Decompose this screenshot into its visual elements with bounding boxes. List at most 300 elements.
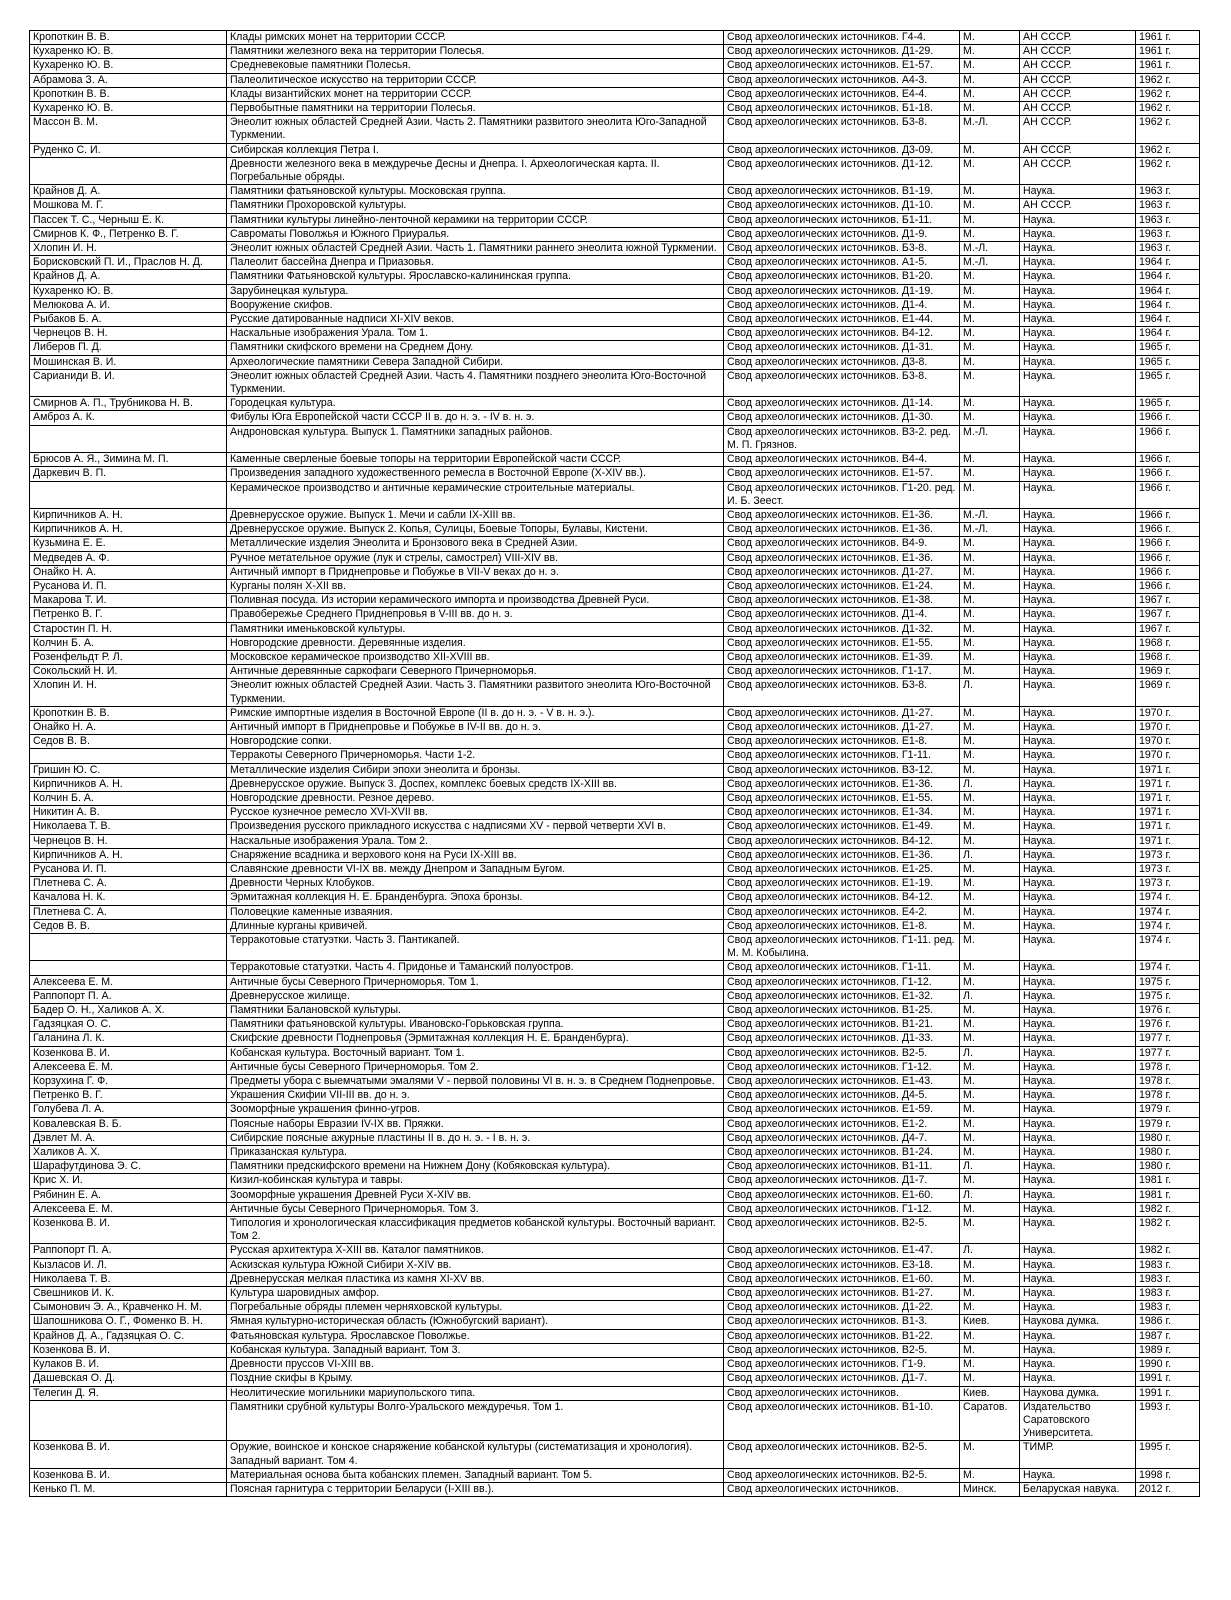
city-cell: М. [960,579,1020,593]
series-cell: Свод археологических источников. Е1-24. [724,579,960,593]
author-cell: Ковалевская В. Б. [30,1117,227,1131]
city-cell: М. [960,327,1020,341]
series-cell: Свод археологических источников. Е1-36. [724,508,960,522]
year-cell: 1982 г. [1136,1202,1200,1216]
series-cell: Свод археологических источников. Д4-5. [724,1089,960,1103]
year-cell: 1983 г. [1136,1272,1200,1286]
bibliography-row [30,31,1200,45]
author-cell: Онайко Н. А. [30,565,227,579]
city-cell: М. [960,1103,1020,1117]
year-cell: 1969 г. [1136,679,1200,706]
year-cell: 1963 г. [1136,213,1200,227]
city-cell: М. [960,1018,1020,1032]
publisher-cell: Наука. [1020,1075,1136,1089]
city-cell: М. [960,1202,1020,1216]
publisher-cell: Наука. [1020,1046,1136,1060]
year-cell: 1973 г. [1136,877,1200,891]
title-cell: Клады византийских монет на территории СССР. [227,87,724,101]
bibliography-row [30,523,1200,537]
bibliography-row [30,284,1200,298]
publisher-cell: Наука. [1020,270,1136,284]
publisher-cell: Наука. [1020,411,1136,425]
series-cell: Свод археологических источников. В1-27. [724,1287,960,1301]
publisher-cell: Наука. [1020,579,1136,593]
publisher-cell: Наукова думка. [1020,1386,1136,1400]
series-cell: Свод археологических источников. Е1-36. [724,523,960,537]
bibliography-row [30,961,1200,975]
author-cell [30,934,227,961]
year-cell: 1964 г. [1136,256,1200,270]
author-cell: Смирнов К. Ф., Петренко В. Г. [30,227,227,241]
author-cell: Никитин А. В. [30,806,227,820]
series-cell: Свод археологических источников. В4-12. [724,891,960,905]
series-cell: Свод археологических источников. Е1-55. [724,636,960,650]
author-cell: Амброз А. К. [30,411,227,425]
year-cell: 1976 г. [1136,1018,1200,1032]
title-cell: Неолитические могильники мариупольского типа. [227,1386,724,1400]
title-cell: Фатьяновская культура. Ярославское Поволжье. [227,1329,724,1343]
year-cell: 1970 г. [1136,720,1200,734]
bibliography-row [30,313,1200,327]
series-cell: Свод археологических источников. Д1-7. [724,1372,960,1386]
publisher-cell: Наука. [1020,1188,1136,1202]
author-cell: Сарианиди В. И. [30,369,227,396]
city-cell: М.-Л. [960,242,1020,256]
series-cell: Свод археологических источников. Б1-11. [724,213,960,227]
year-cell: 1991 г. [1136,1372,1200,1386]
bibliography-row [30,1272,1200,1286]
title-cell: Вооружение скифов. [227,298,724,312]
series-cell: Свод археологических источников. Е1-19. [724,877,960,891]
author-cell: Гришин Ю. С. [30,763,227,777]
series-cell: Свод археологических источников. Д1-14. [724,397,960,411]
series-cell: Свод археологических источников. Д1-33. [724,1032,960,1046]
title-cell: Ямная культурно-историческая область (Южнобугский вариант). [227,1315,724,1329]
title-cell: Энеолит южных областей Средней Азии. Часть 4. Памятники позднего энеолита Юго-Восточной Туркмении. [227,369,724,396]
city-cell: М. [960,59,1020,73]
publisher-cell: Наука. [1020,256,1136,270]
title-cell: Городецкая культура. [227,397,724,411]
series-cell: Свод археологических источников. Е1-25. [724,862,960,876]
bibliography-row [30,975,1200,989]
bibliography-row [30,989,1200,1003]
year-cell: 1970 г. [1136,735,1200,749]
title-cell: Московское керамическое производство XII-XVIII вв. [227,650,724,664]
author-cell: Кухаренко Ю. В. [30,59,227,73]
bibliography-row [30,397,1200,411]
bibliography-row [30,1468,1200,1482]
author-cell: Качалова Н. К. [30,891,227,905]
city-cell: М. [960,227,1020,241]
year-cell: 1962 г. [1136,73,1200,87]
bibliography-row [30,1060,1200,1074]
title-cell: Памятники предскифского времени на Нижнем Дону (Кобяковская культура). [227,1160,724,1174]
city-cell: М. [960,1258,1020,1272]
author-cell: Дэвлет М. А. [30,1131,227,1145]
city-cell: М. [960,87,1020,101]
series-cell: Свод археологических источников. Г1-11. ред. М. М. Кобылина. [724,934,960,961]
series-cell: Свод археологических источников. Е1-36. [724,551,960,565]
title-cell: Эрмитажная коллекция Н. Е. Бранденбурга. Эпоха бронзы. [227,891,724,905]
series-cell: Свод археологических источников. Г1-11. [724,749,960,763]
year-cell: 1982 г. [1136,1217,1200,1244]
series-cell: Свод археологических источников. Е1-57. [724,467,960,481]
year-cell: 1980 г. [1136,1160,1200,1174]
city-cell: Л. [960,679,1020,706]
publisher-cell: Наука. [1020,213,1136,227]
year-cell: 1980 г. [1136,1131,1200,1145]
publisher-cell: Наука. [1020,806,1136,820]
year-cell: 1983 г. [1136,1301,1200,1315]
publisher-cell: Наука. [1020,565,1136,579]
year-cell: 1970 г. [1136,749,1200,763]
city-cell: М. [960,45,1020,59]
author-cell: Кирпичников А. Н. [30,848,227,862]
series-cell: Свод археологических источников. Е1-8. [724,735,960,749]
year-cell: 1973 г. [1136,848,1200,862]
publisher-cell: Наука. [1020,877,1136,891]
city-cell: М. [960,877,1020,891]
year-cell: 1990 г. [1136,1358,1200,1372]
bibliography-row [30,594,1200,608]
city-cell: М. [960,975,1020,989]
city-cell: М. [960,1441,1020,1468]
series-cell: Свод археологических источников. Д1-4. [724,298,960,312]
author-cell: Хлопин И. Н. [30,679,227,706]
year-cell: 1966 г. [1136,411,1200,425]
series-cell: Свод археологических источников. Б3-8. [724,679,960,706]
city-cell: М. [960,622,1020,636]
author-cell: Козенкова В. И. [30,1343,227,1357]
author-cell: Петренко В. Г. [30,608,227,622]
city-cell: М. [960,1174,1020,1188]
series-cell: Свод археологических источников. [724,1482,960,1496]
series-cell: Свод археологических источников. Г1-17. [724,665,960,679]
city-cell: М. [960,706,1020,720]
city-cell: М. [960,270,1020,284]
bibliography-row [30,777,1200,791]
series-cell: Свод археологических источников. В2-5. [724,1217,960,1244]
author-cell: Галанина Л. К. [30,1032,227,1046]
author-cell: Козенкова В. И. [30,1441,227,1468]
publisher-cell: Наука. [1020,508,1136,522]
title-cell: Римские импортные изделия в Восточной Европе (II в. до н. э. - V в. н. э.). [227,706,724,720]
bibliography-sheet [29,30,1200,1497]
title-cell: Древности пруссов VI-XIII вв. [227,1358,724,1372]
year-cell: 1983 г. [1136,1287,1200,1301]
publisher-cell: Наука. [1020,636,1136,650]
year-cell: 1966 г. [1136,579,1200,593]
title-cell: Памятники Прохоровской культуры. [227,199,724,213]
bibliography-row [30,467,1200,481]
bibliography-row [30,1174,1200,1188]
year-cell: 1971 г. [1136,791,1200,805]
series-cell: Свод археологических источников. А1-5. [724,256,960,270]
publisher-cell: Издательство Саратовского Университета. [1020,1400,1136,1441]
title-cell: Древнерусское оружие. Выпуск 3. Доспех, комплекс боевых средств IX-XIII вв. [227,777,724,791]
bibliography-row [30,199,1200,213]
series-cell: Свод археологических источников. Г1-12. [724,975,960,989]
title-cell: Зарубинецкая культура. [227,284,724,298]
title-cell: Фибулы Юга Европейской части СССР II в. до н. э. - IV в. н. э. [227,411,724,425]
title-cell: Памятники срубной культуры Волго-Уральского междуречья. Том 1. [227,1400,724,1441]
city-cell: М. [960,1358,1020,1372]
publisher-cell: Наука. [1020,1358,1136,1372]
year-cell: 1974 г. [1136,905,1200,919]
series-cell: Свод археологических источников. Е1-36. [724,848,960,862]
title-cell: Античные бусы Северного Причерноморья. Том 3. [227,1202,724,1216]
bibliography-row [30,1400,1200,1441]
bibliography-row [30,720,1200,734]
bibliography-row [30,227,1200,241]
publisher-cell: Наука. [1020,862,1136,876]
year-cell: 2012 г. [1136,1482,1200,1496]
title-cell: Каменные сверленые боевые топоры на территории Европейской части СССР. [227,453,724,467]
city-cell: М. [960,213,1020,227]
series-cell: Свод археологических источников. В1-10. [724,1400,960,1441]
bibliography-row [30,551,1200,565]
publisher-cell: Наука. [1020,735,1136,749]
year-cell: 1976 г. [1136,1004,1200,1018]
author-cell: Кухаренко Ю. В. [30,284,227,298]
bibliography-row [30,919,1200,933]
city-cell: М. [960,1060,1020,1074]
bibliography-row [30,820,1200,834]
title-cell: Античные деревянные саркофаги Северного Причерноморья. [227,665,724,679]
author-cell: Крайнов Д. А., Гадзяцкая О. С. [30,1329,227,1343]
year-cell: 1993 г. [1136,1400,1200,1441]
author-cell: Плетнева С. А. [30,905,227,919]
year-cell: 1970 г. [1136,706,1200,720]
publisher-cell: Наука. [1020,622,1136,636]
year-cell: 1964 г. [1136,284,1200,298]
author-cell [30,157,227,184]
publisher-cell: Наука. [1020,720,1136,734]
author-cell: Раппопорт П. А. [30,1244,227,1258]
title-cell: Клады римских монет на территории СССР. [227,31,724,45]
author-cell: Колчин Б. А. [30,791,227,805]
publisher-cell: Наука. [1020,1103,1136,1117]
city-cell: М. [960,735,1020,749]
bibliography-row [30,1089,1200,1103]
series-cell: Свод археологических источников. В4-9. [724,537,960,551]
publisher-cell: Беларуская навука. [1020,1482,1136,1496]
publisher-cell: АН СССР. [1020,199,1136,213]
series-cell: Свод археологических источников. Д1-12. [724,157,960,184]
title-cell: Сибирские поясные ажурные пластины II в. до н. э. - I в. н. э. [227,1131,724,1145]
series-cell: Свод археологических источников. Е1-36. [724,777,960,791]
title-cell: Русская архитектура X-XIII вв. Каталог памятников. [227,1244,724,1258]
bibliography-row [30,1315,1200,1329]
publisher-cell: Наука. [1020,1329,1136,1343]
publisher-cell: Наука. [1020,891,1136,905]
title-cell: Кизил-кобинская культура и тавры. [227,1174,724,1188]
series-cell: Свод археологических источников. Е1-60. [724,1188,960,1202]
bibliography-row [30,102,1200,116]
publisher-cell: Наука. [1020,227,1136,241]
bibliography-row [30,1372,1200,1386]
title-cell: Новгородские древности. Деревянные изделия. [227,636,724,650]
author-cell: Бадер О. Н., Халиков А. Х. [30,1004,227,1018]
author-cell: Алексеева Е. М. [30,1202,227,1216]
year-cell: 1971 г. [1136,806,1200,820]
title-cell: Погребальные обряды племен черняховской культуры. [227,1301,724,1315]
city-cell: М. [960,1272,1020,1286]
author-cell: Чернецов В. Н. [30,834,227,848]
author-cell: Розенфельдт Р. Л. [30,650,227,664]
year-cell: 1966 г. [1136,425,1200,452]
year-cell: 1966 г. [1136,481,1200,508]
city-cell: М. [960,1131,1020,1145]
author-cell: Гадзяцкая О. С. [30,1018,227,1032]
publisher-cell: Наука. [1020,961,1136,975]
city-cell: М. [960,1089,1020,1103]
series-cell: Свод археологических источников. Б3-8. [724,242,960,256]
title-cell: Древнерусская мелкая пластика из камня XI-XV вв. [227,1272,724,1286]
publisher-cell: АН СССР. [1020,102,1136,116]
publisher-cell: Наукова думка. [1020,1315,1136,1329]
city-cell: М. [960,720,1020,734]
author-cell: Кызласов И. Л. [30,1258,227,1272]
publisher-cell: ТИМР. [1020,1441,1136,1468]
bibliography-row [30,891,1200,905]
series-cell: Свод археологических источников. В1-22. [724,1329,960,1343]
city-cell: М. [960,1343,1020,1357]
title-cell: Памятники именьковской культуры. [227,622,724,636]
year-cell: 1977 г. [1136,1046,1200,1060]
year-cell: 1983 г. [1136,1258,1200,1272]
publisher-cell: Наука. [1020,1258,1136,1272]
series-cell: Свод археологических источников. Е1-59. [724,1103,960,1117]
series-cell: Свод археологических источников. А4-3. [724,73,960,87]
publisher-cell: АН СССР. [1020,45,1136,59]
city-cell: М. [960,1117,1020,1131]
series-cell: Свод археологических источников. Е1-38. [724,594,960,608]
author-cell: Кухаренко Ю. В. [30,102,227,116]
bibliography-row [30,806,1200,820]
year-cell: 1991 г. [1136,1386,1200,1400]
year-cell: 1989 г. [1136,1343,1200,1357]
bibliography-row [30,298,1200,312]
bibliography-row [30,1258,1200,1272]
publisher-cell: Наука. [1020,185,1136,199]
author-cell: Кузьмина Е. Е. [30,537,227,551]
title-cell: Энеолит южных областей Средней Азии. Часть 1. Памятники раннего энеолита южной Туркмении. [227,242,724,256]
author-cell: Дашевская О. Д. [30,1372,227,1386]
bibliography-row [30,749,1200,763]
title-cell: Памятники фатьяновской культуры. Ивановско-Горьковская группа. [227,1018,724,1032]
year-cell: 1963 г. [1136,185,1200,199]
author-cell: Голубева Л. А. [30,1103,227,1117]
series-cell: Свод археологических источников. В2-5. [724,1441,960,1468]
publisher-cell: Наука. [1020,989,1136,1003]
title-cell: Средневековые памятники Полесья. [227,59,724,73]
series-cell: Свод археологических источников. Е1-44. [724,313,960,327]
publisher-cell: Наука. [1020,679,1136,706]
title-cell: Памятники Балановской культуры. [227,1004,724,1018]
year-cell: 1964 г. [1136,313,1200,327]
author-cell: Рябинин Е. А. [30,1188,227,1202]
title-cell: Зооморфные украшения Древней Руси X-XIV вв. [227,1188,724,1202]
year-cell: 1962 г. [1136,102,1200,116]
series-cell: Свод археологических источников. Д1-10. [724,199,960,213]
city-cell: М. [960,102,1020,116]
publisher-cell: Наука. [1020,1018,1136,1032]
bibliography-row [30,1188,1200,1202]
city-cell: М. [960,1004,1020,1018]
publisher-cell: Наука. [1020,848,1136,862]
publisher-cell: Наука. [1020,919,1136,933]
publisher-cell: Наука. [1020,706,1136,720]
bibliography-row [30,369,1200,396]
city-cell: М.-Л. [960,523,1020,537]
title-cell: Произведения русского прикладного искусства с надписями XV - первой четверти XVI в. [227,820,724,834]
bibliography-row [30,763,1200,777]
city-cell: М. [960,453,1020,467]
city-cell: Л. [960,1188,1020,1202]
year-cell: 1966 г. [1136,453,1200,467]
publisher-cell: АН СССР. [1020,31,1136,45]
city-cell: Л. [960,989,1020,1003]
bibliography-row [30,1358,1200,1372]
city-cell: М. [960,650,1020,664]
series-cell: Свод археологических источников. В4-12. [724,834,960,848]
author-cell: Абрамова З. А. [30,73,227,87]
city-cell: М. [960,341,1020,355]
bibliography-row [30,45,1200,59]
series-cell: Свод археологических источников. Г1-9. [724,1358,960,1372]
city-cell: М.-Л. [960,256,1020,270]
series-cell: Свод археологических источников. Е1-60. [724,1272,960,1286]
title-cell: Древнерусское оружие. Выпуск 2. Копья, Сулицы, Боевые Топоры, Булавы, Кистени. [227,523,724,537]
title-cell: Терракотовые статуэтки. Часть 3. Пантикапей. [227,934,724,961]
title-cell: Античные бусы Северного Причерноморья. Том 1. [227,975,724,989]
year-cell: 1978 г. [1136,1075,1200,1089]
author-cell: Алексеева Е. М. [30,975,227,989]
publisher-cell: АН СССР. [1020,157,1136,184]
author-cell: Старостин П. Н. [30,622,227,636]
city-cell: М. [960,284,1020,298]
publisher-cell: Наука. [1020,425,1136,452]
city-cell: М. [960,1032,1020,1046]
bibliography-row [30,848,1200,862]
publisher-cell: Наука. [1020,1343,1136,1357]
bibliography-row [30,905,1200,919]
bibliography-row [30,73,1200,87]
bibliography-row [30,143,1200,157]
year-cell: 1998 г. [1136,1468,1200,1482]
bibliography-row [30,862,1200,876]
publisher-cell: Наука. [1020,242,1136,256]
title-cell: Памятники скифского времени на Среднем Дону. [227,341,724,355]
year-cell: 1981 г. [1136,1174,1200,1188]
title-cell: Курганы полян X-XII вв. [227,579,724,593]
city-cell: М. [960,806,1020,820]
bibliography-row [30,877,1200,891]
series-cell: Свод археологических источников. Г1-11. [724,961,960,975]
title-cell: Древнерусское жилище. [227,989,724,1003]
year-cell: 1974 г. [1136,919,1200,933]
title-cell: Поясная гарнитура с территории Беларуси (I-XIII вв.). [227,1482,724,1496]
year-cell: 1978 г. [1136,1089,1200,1103]
series-cell: Свод археологических источников. В4-4. [724,453,960,467]
year-cell: 1975 г. [1136,989,1200,1003]
city-cell: Киев. [960,1315,1020,1329]
series-cell: Свод археологических источников. [724,1386,960,1400]
year-cell: 1980 г. [1136,1146,1200,1160]
author-cell [30,481,227,508]
author-cell: Сымонович Э. А., Кравченко Н. М. [30,1301,227,1315]
